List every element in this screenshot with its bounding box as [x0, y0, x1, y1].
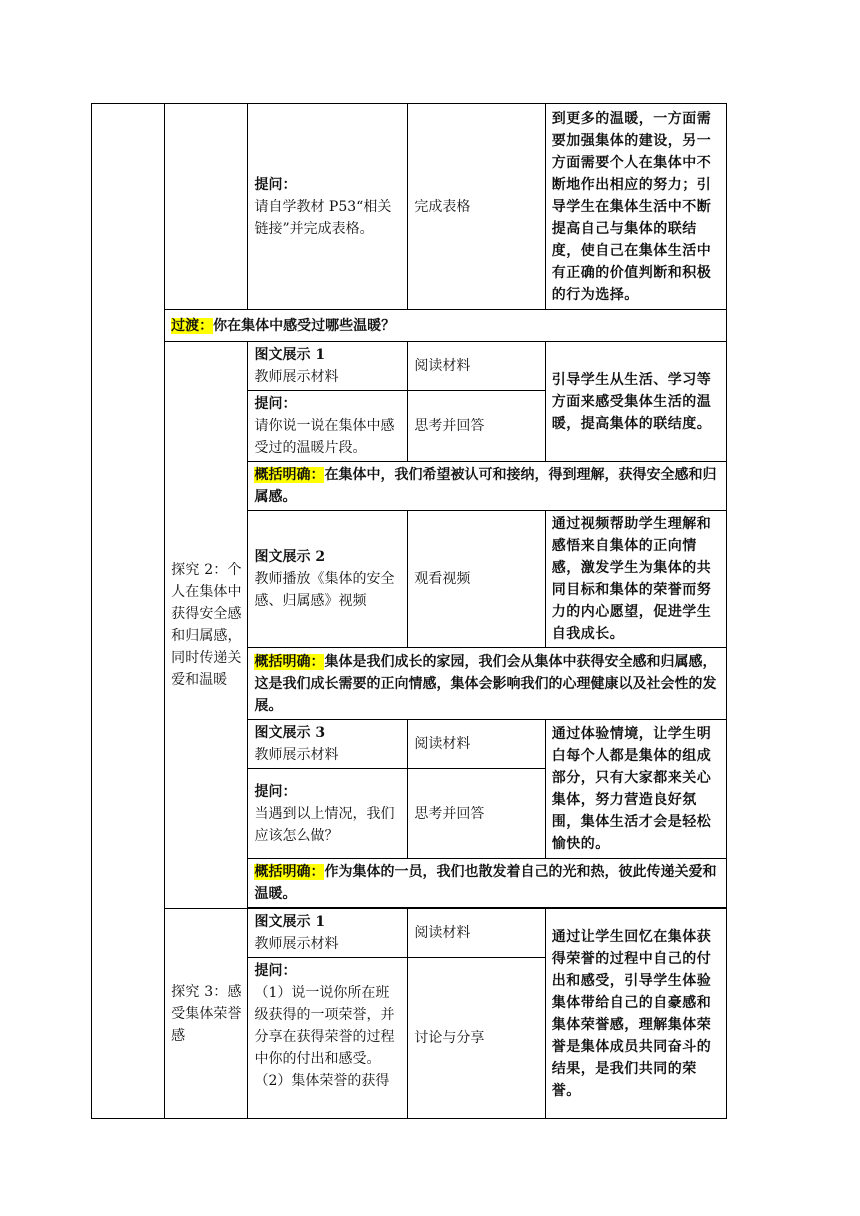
- summary-label: 概括明确：: [254, 864, 325, 880]
- table-row: [92, 104, 727, 310]
- activity-cell: 思考并回答: [408, 769, 545, 859]
- transition-cell: [165, 310, 727, 342]
- question-label: 提问：: [254, 176, 297, 193]
- question-cell: [248, 391, 408, 462]
- question-text: 请你说一说在集体中感受过的温暖片段。: [254, 418, 395, 456]
- activity-cell: 阅读材料: [408, 720, 545, 769]
- question-text: （2）集体荣誉的获得: [254, 1073, 390, 1089]
- stage-cell-explore-3: 探究 3：感受集体荣誉感: [165, 909, 248, 1119]
- display-cell: [248, 342, 408, 391]
- table-row: [92, 342, 727, 391]
- question-cell: [248, 769, 408, 859]
- question-text: 请自学教材 P53“相关链接”并完成表格。: [254, 198, 392, 237]
- question-cell: [248, 104, 408, 310]
- display-cell: [248, 511, 408, 648]
- activity-cell: 观看视频: [408, 511, 545, 648]
- activity-cell: 完成表格: [408, 104, 545, 310]
- question-label: 提问：: [254, 396, 297, 412]
- transition-row: [92, 310, 727, 342]
- lesson-plan-table: [91, 103, 727, 1119]
- goal-cell: 通过体验情境，让学生明白每个人都是集体的组成部分，只有大家都来关心集体，努力营造良好氛围，集体生活才会是轻松愉快的。: [545, 720, 726, 859]
- question-label: 提问：: [254, 783, 297, 800]
- summary-cell: [248, 462, 727, 511]
- empty-first-column: [92, 104, 165, 1119]
- summary-label: 概括明确：: [254, 467, 325, 483]
- activity-cell: 思考并回答: [408, 391, 545, 462]
- summary-text: 集体是我们成长的家园，我们会从集体中获得安全感和归属感，这是我们成长需要的正向情感，集体会影响我们的心理健康以及社会性的发展。: [254, 653, 717, 714]
- stage-cell-explore-2: 探究 2：个人在集体中获得安全感和归属感，同时传递关爱和温暖: [165, 342, 248, 909]
- display-text: 教师展示材料: [254, 369, 339, 385]
- goal-cell: 通过让学生回忆在集体获得荣誉的过程中自己的付出和感受，引导学生体验集体带给自己的自豪感和集体荣誉感，理解集体荣誉是集体成员共同奋斗的结果，是我们共同的荣誉。: [545, 909, 726, 1119]
- display-title: 图文展示 1: [254, 347, 326, 363]
- goal-cell: 通过视频帮助学生理解和感悟来自集体的正向情感，激发学生为集体的共同目标和集体的荣誉而努力的内心愿望，促进学生自我成长。: [545, 511, 726, 648]
- display-title: 图文展示 3: [254, 725, 326, 741]
- display-text: 教师展示材料: [254, 936, 339, 952]
- question-text: （1）说一说你所在班级获得的一项荣誉，并分享在获得荣誉的过程中你的付出和感受。: [254, 985, 395, 1067]
- display-text: 教师展示材料: [254, 747, 339, 763]
- transition-label: 过渡：: [171, 317, 214, 334]
- question-cell: [248, 958, 408, 1119]
- question-label: 提问：: [254, 963, 297, 979]
- display-title: 图文展示 2: [254, 549, 326, 565]
- summary-text: 在集体中，我们希望被认可和接纳，得到理解，获得安全感和归属感。: [254, 467, 717, 505]
- goal-cell: 引导学生从生活、学习等方面来感受集体生活的温暖，提高集体的联结度。: [545, 342, 726, 462]
- empty-stage-cell: [165, 104, 248, 310]
- summary-text: 作为集体的一员，我们也散发着自己的光和热，彼此传递关爱和温暖。: [254, 864, 717, 902]
- transition-text: 你在集体中感受过哪些温暖？: [213, 317, 396, 334]
- display-title: 图文展示 1: [254, 914, 326, 930]
- activity-cell: 阅读材料: [408, 909, 545, 958]
- display-cell: [248, 720, 408, 769]
- summary-cell: [248, 859, 727, 908]
- table-row: [92, 909, 727, 958]
- activity-cell: 讨论与分享: [408, 958, 545, 1119]
- summary-label: 概括明确：: [254, 653, 325, 670]
- summary-cell: [248, 648, 727, 720]
- question-text: 当遇到以上情况，我们应该怎么做？: [254, 805, 395, 844]
- display-cell: [248, 909, 408, 958]
- goal-cell: 到更多的温暖，一方面需要加强集体的建设，另一方面需要个人在集体中不断地作出相应的努力；引导学生在集体生活中不断提高自己与集体的联结度，使自己在集体生活中有正确的价值判断和积极的行为选择。: [545, 104, 726, 310]
- activity-cell: 阅读材料: [408, 342, 545, 391]
- display-text: 教师播放《集体的安全感、归属感》视频: [254, 571, 395, 609]
